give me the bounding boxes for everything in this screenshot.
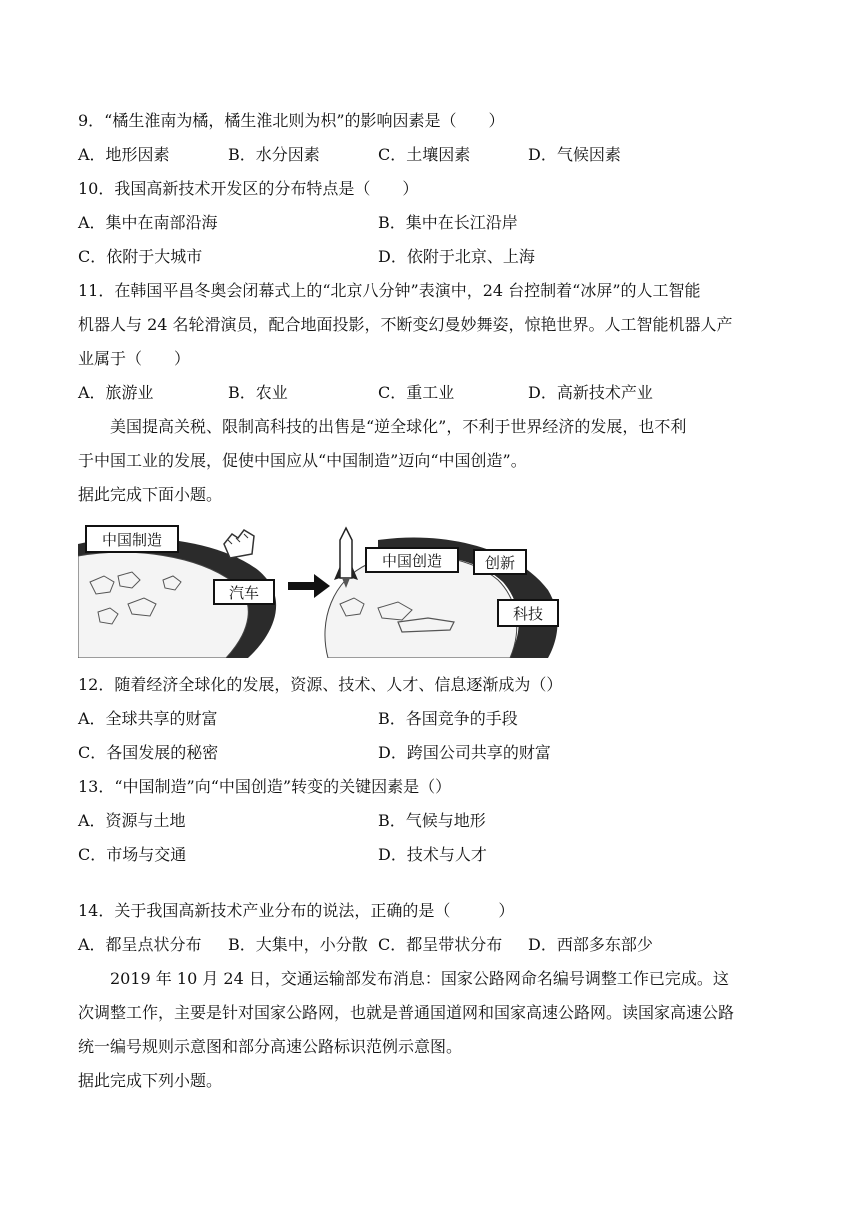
q11-stem-line3: 业属于（ ） (78, 349, 191, 368)
q14-options (78, 935, 778, 955)
q12-option-d: D．跨国公司共享的财富 (378, 743, 551, 762)
q11-stem-line1: 11．在韩国平昌冬奥会闭幕式上的“北京八分钟”表演中，24 台控制着“冰屏”的人工智能 (78, 281, 701, 300)
created-in-china-label: 中国创造 (381, 552, 443, 570)
q13-stem: 13．“中国制造”向“中国创造”转变的关键因素是（） (78, 777, 452, 796)
passage2-line2: 次调整工作，主要是针对国家公路网，也就是普通国道网和国家高速公路网。读国家高速公路 (78, 1003, 735, 1022)
q13-option-c: C．市场与交通 (78, 845, 187, 864)
q9-option-b: B．水分因素 (228, 145, 320, 164)
q14-option-d: D．西部多东部少 (528, 935, 653, 954)
passage1-line2: 于中国工业的发展，促使中国应从“中国制造”迈向“中国创造”。 (78, 451, 527, 470)
q14-option-a: A．都呈点状分布 (78, 935, 202, 954)
passage1-instruction: 据此完成下面小题。 (78, 485, 223, 504)
q12-stem: 12．随着经济全球化的发展，资源、技术、人才、信息逐渐成为（） (78, 675, 563, 694)
q10-option-c: C．依附于大城市 (78, 247, 203, 266)
q10-option-b: B．集中在长江沿岸 (378, 213, 518, 232)
q10-options-row1 (78, 213, 778, 233)
q9-option-a: A．地形因素 (78, 145, 170, 164)
q9-option-d: D．气候因素 (528, 145, 621, 164)
q9-stem: 9．“橘生淮南为橘，橘生淮北则为枳”的影响因素是（ ） (78, 111, 505, 130)
q11-option-a: A．旅游业 (78, 383, 154, 402)
q9-options (78, 145, 778, 165)
q12-options-row2 (78, 743, 778, 763)
q9-option-c: C．土壤因素 (378, 145, 471, 164)
made-in-china-label: 中国制造 (101, 531, 163, 549)
q13-option-b: B．气候与地形 (378, 811, 486, 830)
passage2-instruction: 据此完成下列小题。 (78, 1071, 223, 1090)
q14-option-b: B．大集中，小分散 (228, 935, 368, 954)
q13-option-a: A．资源与土地 (78, 811, 186, 830)
car-label: 汽车 (228, 584, 260, 602)
innovation-label: 创新 (484, 554, 516, 572)
q12-options-row1 (78, 709, 778, 729)
passage2-line1: 2019 年 10 月 24 日，交通运输部发布消息：国家公路网命名编号调整工作已完成。这 (110, 969, 729, 988)
q12-option-c: C．各国发展的秘密 (78, 743, 219, 762)
passage2-line3: 统一编号规则示意图和部分高速公路标识范例示意图。 (78, 1037, 463, 1056)
made-to-created-figure (78, 520, 568, 658)
passage1-line1: 美国提高关税、限制高科技的出售是“逆全球化”，不利于世界经济的发展，也不利 (110, 417, 687, 436)
q11-option-b: B．农业 (228, 383, 288, 402)
q13-options-row1 (78, 811, 778, 831)
q10-options-row2 (78, 247, 778, 267)
q10-stem: 10．我国高新技术开发区的分布特点是（ ） (78, 179, 419, 198)
q11-options (78, 383, 778, 403)
q10-option-a: A．集中在南部沿海 (78, 213, 218, 232)
q14-option-c: C．都呈带状分布 (378, 935, 503, 954)
technology-label: 科技 (512, 605, 544, 623)
q12-option-b: B．各国竞争的手段 (378, 709, 518, 728)
q10-option-d: D．依附于北京、上海 (378, 247, 535, 266)
right-arrow-icon (288, 574, 330, 598)
q13-option-d: D．技术与人才 (378, 845, 487, 864)
q11-option-c: C．重工业 (378, 383, 455, 402)
q12-option-a: A．全球共享的财富 (78, 709, 218, 728)
q11-option-d: D．高新技术产业 (528, 383, 653, 402)
q11-stem-line2: 机器人与 24 名轮滑演员，配合地面投影，不断变幻曼妙舞姿，惊艳世界。人工智能机器人产 (78, 315, 733, 334)
q14-stem: 14．关于我国高新技术产业分布的说法，正确的是（ ） (78, 901, 515, 920)
q13-options-row2 (78, 845, 778, 865)
